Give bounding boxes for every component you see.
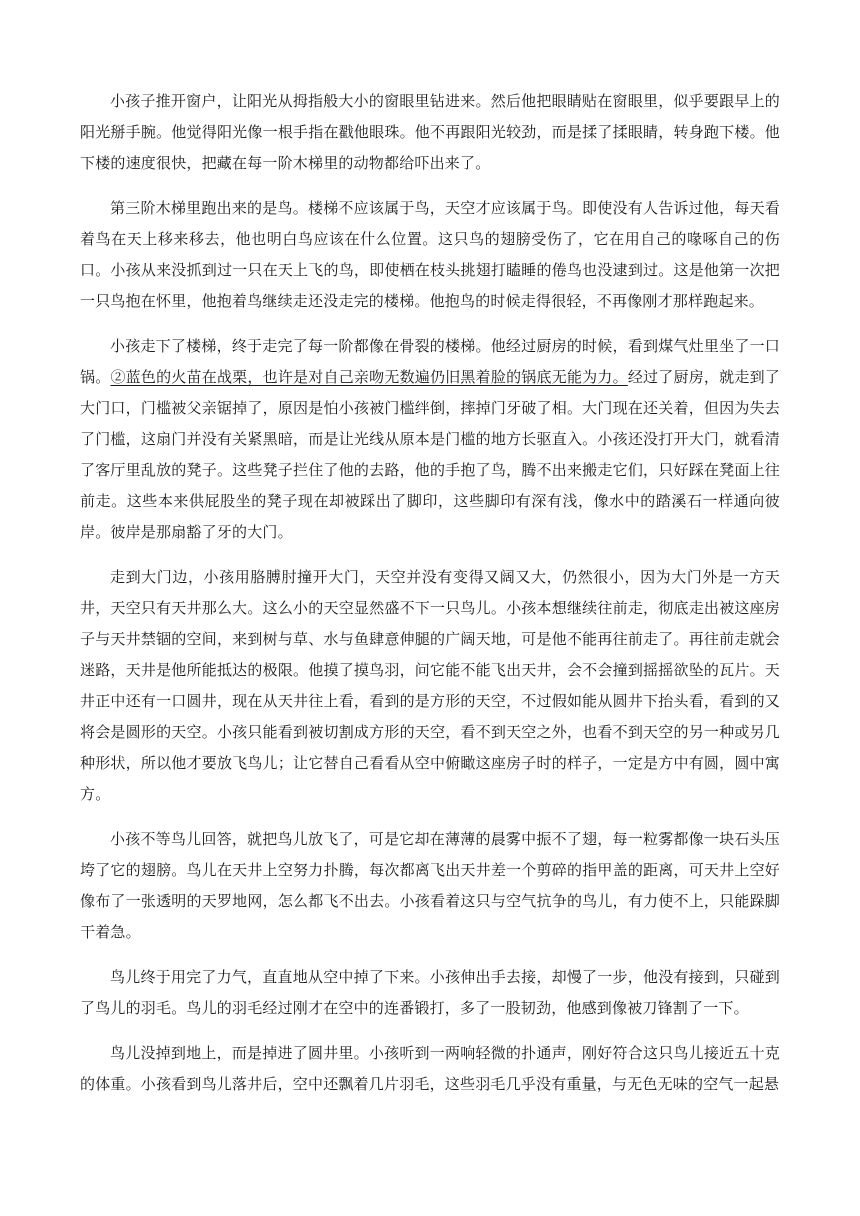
paragraph-6: 鸟儿终于用完了力气，直直地从空中掉了下来。小孩伸出手去接，却慢了一步，他没有接到，只碰到了鸟儿的羽毛。鸟儿的羽毛经过刚才在空中的连番锻打，多了一股韧劲，他感到像被刀锋割了一下。 (80, 968, 780, 1017)
paragraph-3-rest: 经过了厨房，就走到了大门口，门槛被父亲锯掉了，原因是怕小孩被门槛绊倒，摔掉门牙破了相。大门现在还关着，但因为失去了门槛，这扇门并没有关紧黑暗，而是让光线从原本是门槛的地方长驱直入。小孩还没打开大门，就看清了客厅里乱放的凳子。这些凳子拦住了他的去路，他的手抱了鸟，腾不出来搬走它们，只好踩在凳面上往前走。这些本来供屁股坐的凳子现在却被踩出了脚印，这些脚印有深有浅，像水中的踏溪石一样通向彼岸。彼岸是那扇豁了牙的大门。 (80, 368, 780, 541)
paragraph-2: 第三阶木梯里跑出来的是鸟。楼梯不应该属于鸟，天空才应该属于鸟。即使没有人告诉过他，每天看着鸟在天上移来移去，他也明白鸟应该在什么位置。这只鸟的翅膀受伤了，它在用自己的喙啄自己的伤口。小孩从来没抓到过一只在天上飞的鸟，即使栖在枝头挑翅打瞌睡的倦鸟也没逮到过。这是他第一次把一只鸟抱在怀里，他抱着鸟继续走还没走完的楼梯。他抱鸟的时候走得很轻，不再像刚才那样跑起来。 (80, 199, 780, 310)
paragraph-3-lead: 小孩走下了楼梯，终于走完了每一阶都像在骨裂的楼梯。他经过厨房的时候，看到煤气灶里坐了一口锅。 (80, 337, 780, 386)
paragraph-1: 小孩子推开窗户，让阳光从拇指般大小的窗眼里钻进来。然后他把眼睛贴在窗眼里，似乎要跟早上的阳光掰手腕。他觉得阳光像一根手指在戳他眼珠。他不再跟阳光较劲，而是揉了揉眼睛，转身跑下楼。他下楼的速度很快，把藏在每一阶木梯里的动物都给吓出来了。 (80, 92, 780, 172)
article-body (80, 86, 780, 1104)
paragraph-3 (80, 331, 780, 548)
paragraph-7: 鸟儿没掉到地上，而是掉进了圆井里。小孩听到一两响轻微的扑通声，刚好符合这只鸟儿接近五十克的体重。小孩看到鸟儿落井后，空中还飘着几片羽毛，这些羽毛几乎没有重量，与无色无味的空气一起悬 (80, 1044, 780, 1093)
underlined-sentence-2: ②蓝色的火苗在战栗，也许是对自己亲吻无数遍仍旧黑着脸的锅底无能为力。 (110, 368, 628, 386)
paragraph-5: 小孩不等鸟儿回答，就把鸟儿放飞了，可是它却在薄薄的晨雾中振不了翅，每一粒雾都像一块石头压垮了它的翅膀。鸟儿在天井上空努力扑腾，每次都离飞出天井差一个剪碎的指甲盖的距离，可天井上空好像布了一张透明的天罗地网，怎么都飞不出去。小孩看着这只与空气抗争的鸟儿，有力使不上，只能跺脚干着急。 (80, 830, 780, 941)
paragraph-4: 走到大门边，小孩用胳膊肘撞开大门，天空并没有变得又阔又大，仍然很小，因为大门外是一方天井，天空只有天井那么大。这么小的天空显然盛不下一只鸟儿。小孩本想继续往前走，彻底走出被这座房子与天井禁锢的空间，来到树与草、水与鱼肆意伸腿的广阔天地，可是他不能再往前走了。再往前走就会迷路，天井是他所能抵达的极限。他摸了摸鸟羽，问它能不能飞出天井，会不会撞到摇摇欲坠的瓦片。天井正中还有一口圆井，现在从天井往上看，看到的是方形的天空，不过假如能从圆井下抬头看，看到的又将会是圆形的天空。小孩只能看到被切割成方形的天空，看不到天空之外，也看不到天空的另一种或另几种形状，所以他才要放飞鸟儿；让它替自己看看从空中俯瞰这座房子时的样子，一定是方中有圆，圆中寓方。 (80, 568, 780, 803)
